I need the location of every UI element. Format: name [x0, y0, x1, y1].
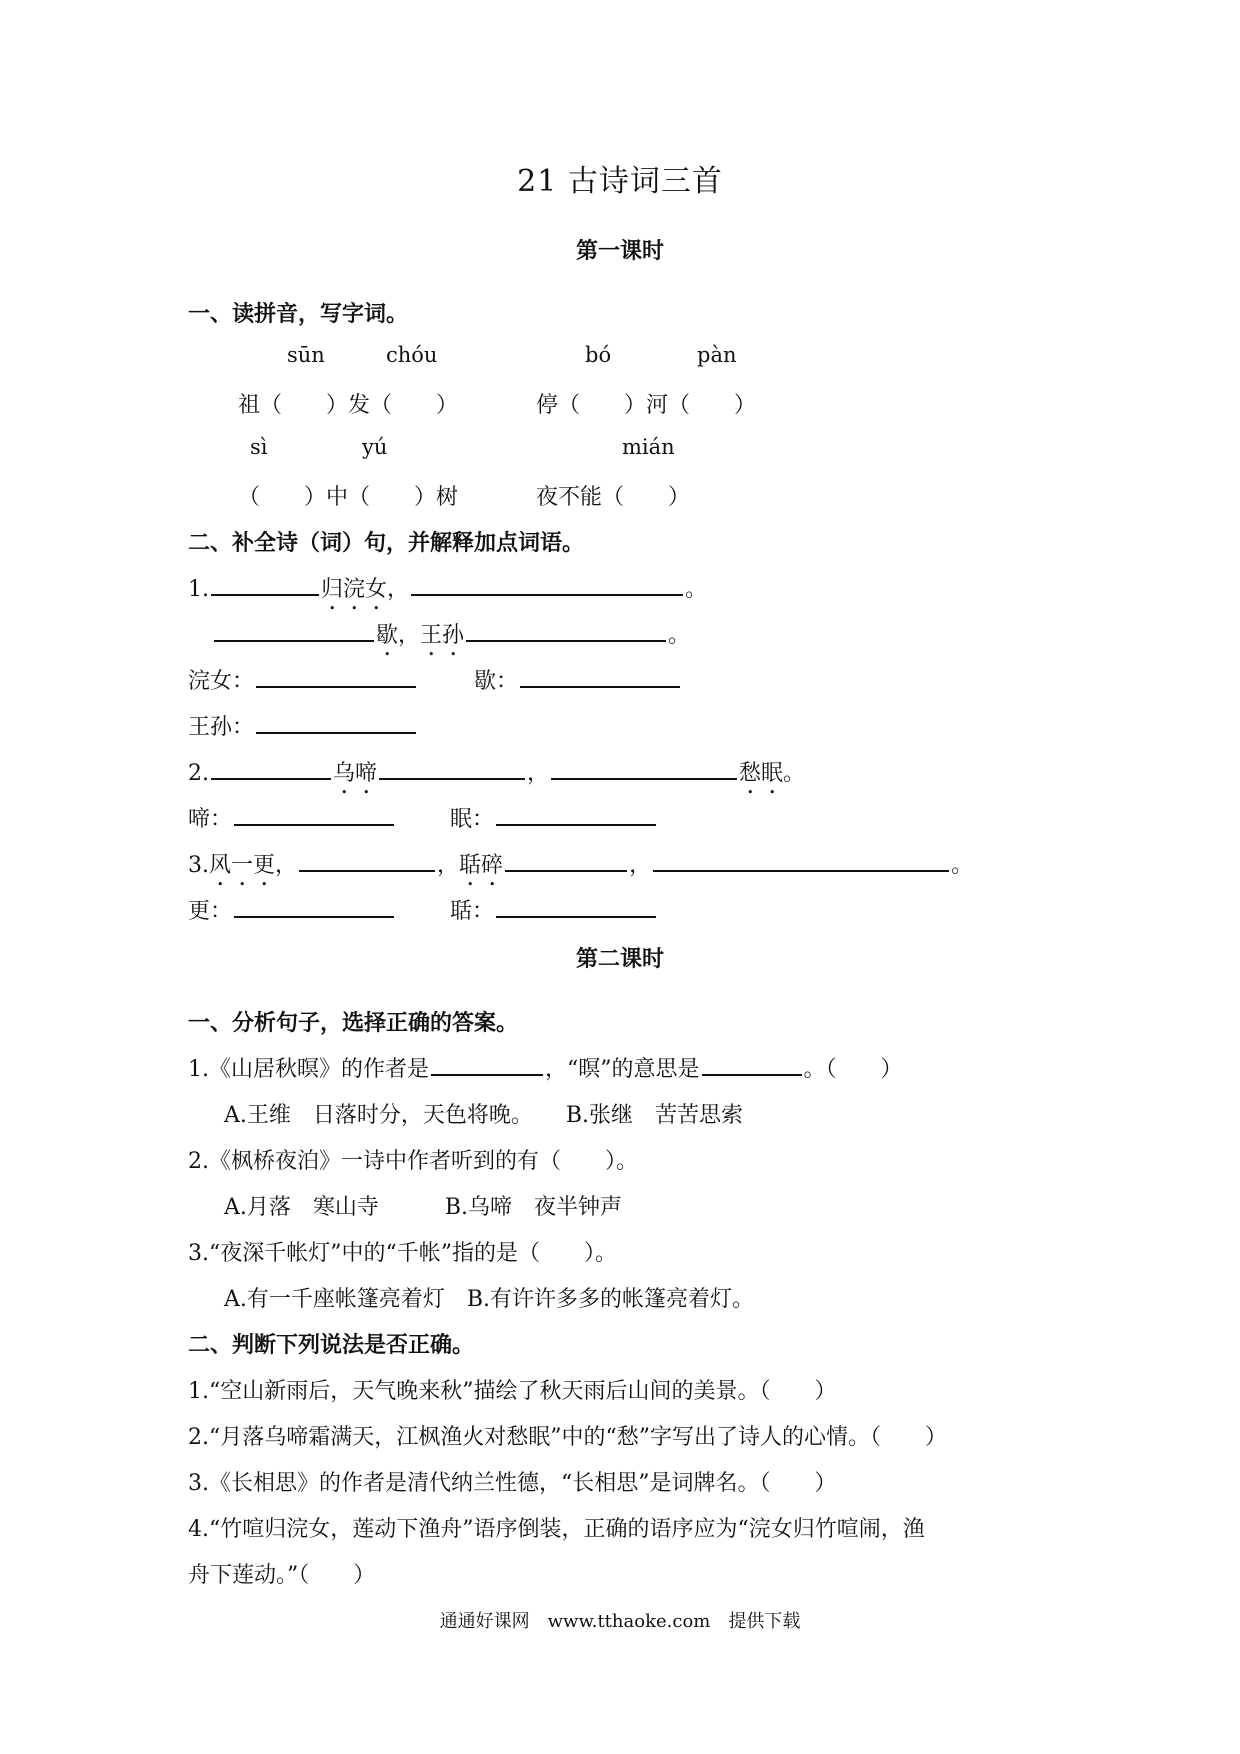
def-huannu: 浣女：	[188, 664, 418, 695]
answer-blank[interactable]	[256, 664, 416, 688]
def-wangsun: 王孙：	[188, 710, 418, 741]
l2-section2-heading: 二、判断下列说法是否正确。	[188, 1333, 475, 1358]
answer-blank[interactable]	[211, 572, 319, 596]
judge-item-4: 4.“竹喧归浣女，莲动下渔舟”语序倒装，正确的语序应为“浣女归竹喧闹，渔	[188, 1517, 925, 1542]
l1-section2-heading: 二、补全诗（词）句，并解释加点词语。	[188, 531, 585, 556]
poem-line-1: 1. 归浣女， 。	[188, 572, 707, 615]
pinyin-sun: sūn	[287, 343, 325, 367]
answer-blank[interactable]	[234, 802, 394, 826]
answer-blank[interactable]	[234, 894, 394, 918]
choice-q1-options: A.王维 日落时分，天色将晚。 B.张继 苦苦思索	[224, 1103, 744, 1128]
pinyin-chou: chóu	[386, 343, 438, 367]
answer-blank[interactable]	[256, 710, 416, 734]
word-group-4: 夜不能（ ）	[536, 485, 691, 510]
choice-q1: 1.《山居秋暝》的作者是 ，“暝”的意思是 。（ ）	[188, 1052, 903, 1083]
answer-blank[interactable]	[520, 664, 680, 688]
def-guo: 聒：	[450, 894, 658, 925]
pinyin-yu: yú	[362, 435, 388, 459]
pinyin-pan: pàn	[697, 343, 737, 367]
answer-blank[interactable]	[496, 894, 656, 918]
answer-blank[interactable]	[496, 802, 656, 826]
judge-item-3: 3.《长相思》的作者是清代纳兰性德，“长相思”是词牌名。（ ）	[188, 1471, 837, 1496]
answer-blank[interactable]	[466, 618, 666, 642]
answer-blank[interactable]	[214, 618, 374, 642]
choice-q3-options: A.有一千座帐篷亮着灯 B.有许许多多的帐篷亮着灯。	[224, 1287, 755, 1312]
footer-credit: 通通好课网 www.tthaoke.com 提供下载	[439, 1611, 801, 1632]
judge-item-2: 2.“月落乌啼霜满天，江枫渔火对愁眠”中的“愁”字写出了诗人的心情。（ ）	[188, 1425, 947, 1450]
choice-q2: 2.《枫桥夜泊》一诗中作者听到的有（ ）。	[188, 1149, 638, 1174]
judge-item-4-cont: 舟下莲动。”（ ）	[188, 1563, 376, 1588]
page-title: 21 古诗词三首	[517, 164, 723, 199]
lesson-2-label: 第二课时	[575, 947, 664, 972]
poem-line-3: 2. 乌啼 ， 愁眠。	[188, 756, 805, 799]
l2-section1-heading: 一、分析句子，选择正确的答案。	[188, 1011, 519, 1036]
word-group-1: 祖（ ）发（ ）	[238, 393, 459, 418]
poem-line-4: 3.风一更， ，聒碎 ， 。	[188, 848, 973, 891]
answer-blank[interactable]	[211, 756, 331, 780]
answer-blank[interactable]	[551, 756, 737, 780]
def-ti: 啼：	[188, 802, 396, 833]
judge-item-1: 1.“空山新雨后，天气晚来秋”描绘了秋天雨后山间的美景。（ ）	[188, 1379, 837, 1404]
word-group-3: （ ）中（ ）树	[238, 485, 459, 510]
answer-blank[interactable]	[653, 848, 949, 872]
def-xie: 歇：	[474, 664, 682, 695]
word-group-2: 停（ ）河（ ）	[536, 393, 757, 418]
answer-blank[interactable]	[379, 756, 525, 780]
answer-blank[interactable]	[299, 848, 435, 872]
answer-blank[interactable]	[702, 1052, 802, 1076]
poem-line-2: 歇，王孙 。	[212, 618, 690, 661]
pinyin-mian: mián	[622, 435, 675, 459]
def-geng: 更：	[188, 894, 396, 925]
pinyin-bo: bó	[585, 343, 612, 367]
answer-blank[interactable]	[431, 1052, 543, 1076]
l1-section1-heading: 一、读拼音，写字词。	[188, 302, 409, 327]
answer-blank[interactable]	[411, 572, 683, 596]
def-mian: 眠：	[450, 802, 658, 833]
choice-q3: 3.“夜深千帐灯”中的“千帐”指的是（ ）。	[188, 1241, 617, 1266]
pinyin-si: sì	[250, 435, 268, 459]
lesson-1-label: 第一课时	[575, 239, 664, 264]
answer-blank[interactable]	[505, 848, 627, 872]
choice-q2-options: A.月落 寒山寺 B.乌啼 夜半钟声	[224, 1195, 623, 1220]
